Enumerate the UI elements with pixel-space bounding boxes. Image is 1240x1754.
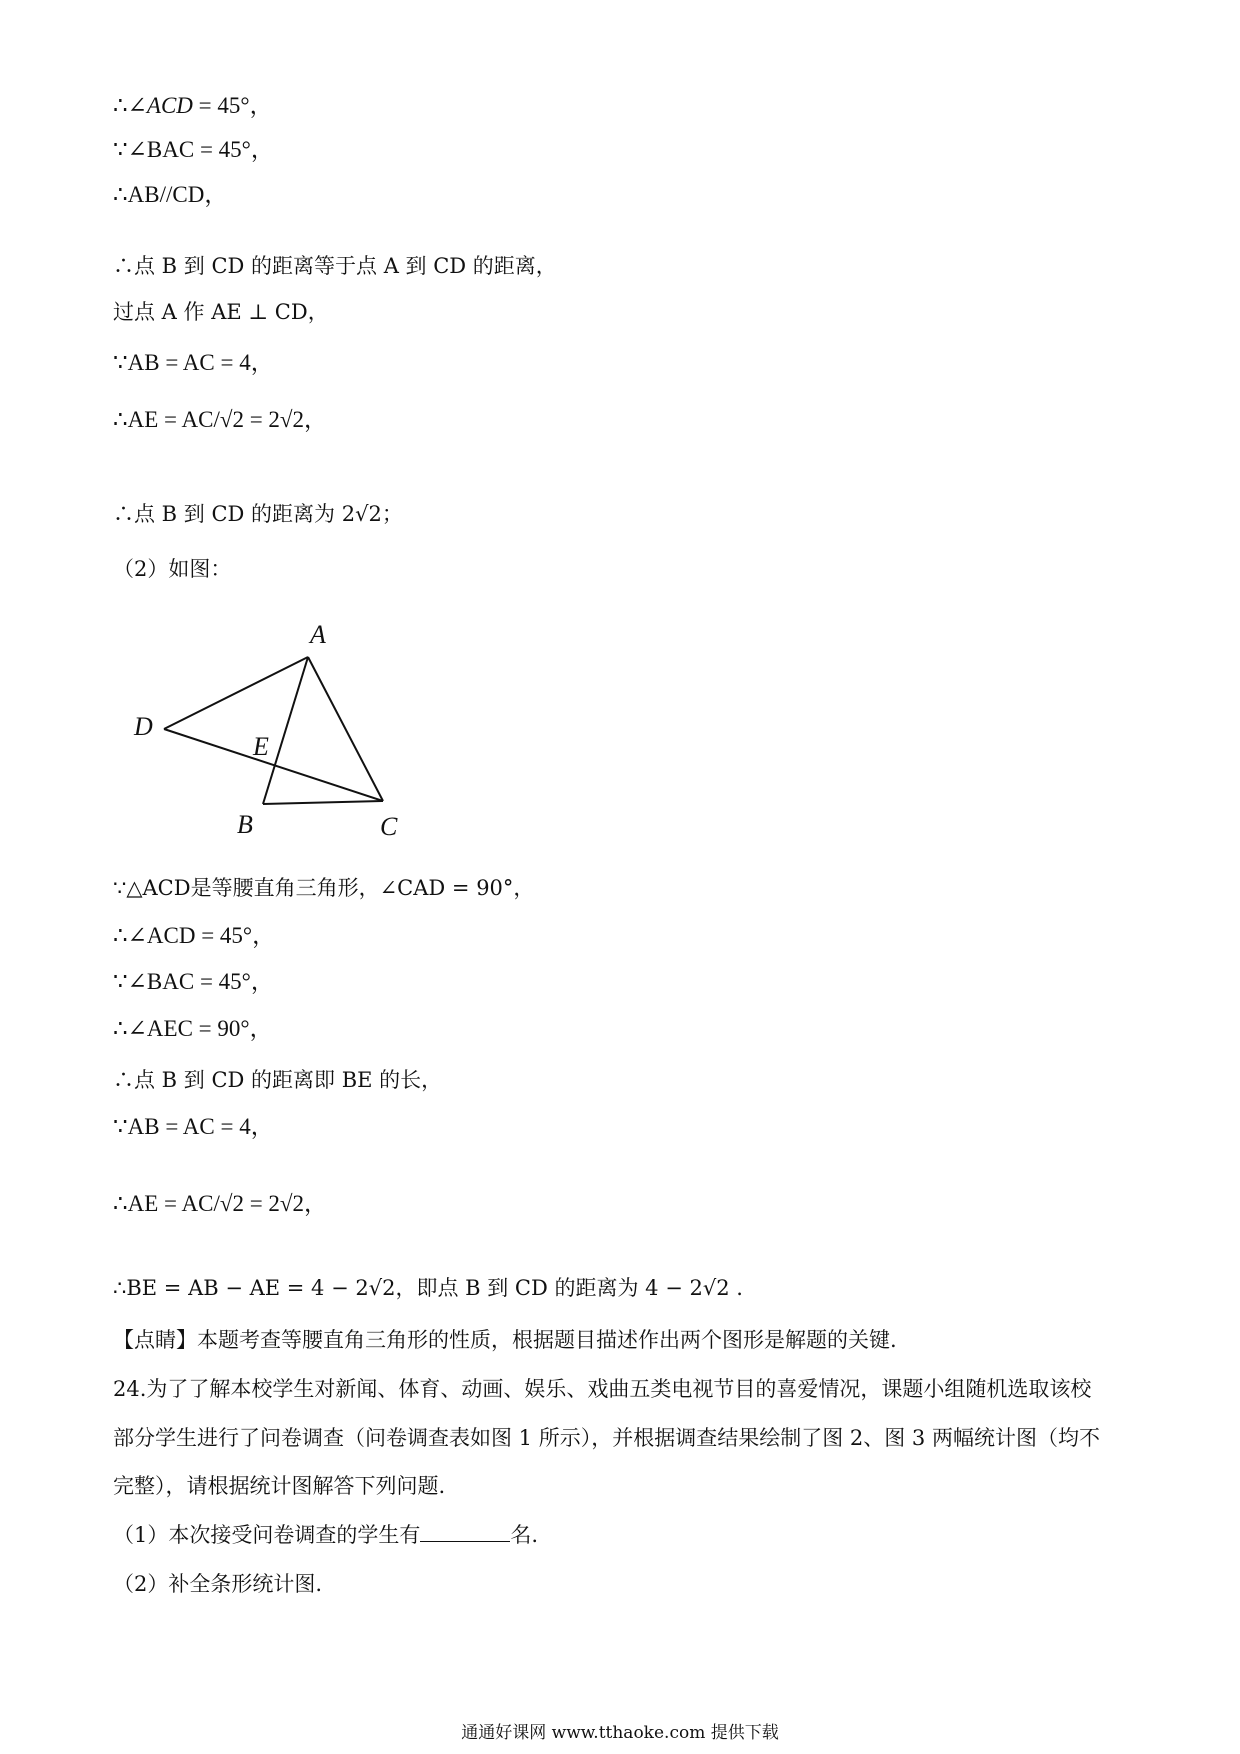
line-15 [113, 1113, 274, 1141]
text-line: ∴点 B 到 CD 的距离等于点 A 到 CD 的距离， [113, 254, 557, 278]
question-text: 24.为了了解本校学生对新闻、体育、动画、娱乐、戏曲五类电视节目的喜爱情况，课题小组随机选取该校 [113, 1377, 1092, 1401]
line-22 [113, 1521, 538, 1549]
text-line: ∴点 B 到 CD 的距离为 2√2； [113, 502, 403, 526]
line-3 [113, 181, 227, 209]
text-line: （2）如图： [113, 557, 232, 581]
text-line: ∵△ACD是等腰直角三角形，∠CAD = 90°， [113, 876, 535, 900]
line-9 [113, 555, 231, 583]
line-13 [113, 1015, 273, 1043]
line-11 [113, 922, 275, 950]
question-text: （2）补全条形统计图. [113, 1572, 323, 1596]
question-text: 部分学生进行了问卷调查（问卷调查表如图 1 所示），并根据调查结果绘制了图 2、图 3 两幅统计图（均不 [113, 1426, 1100, 1450]
question-text: 完整），请根据统计图解答下列问题. [113, 1474, 446, 1498]
math-text: ∴∠ACD = 45°， [113, 923, 276, 948]
math-text: ∵AB = AC = 4， [113, 1114, 274, 1139]
math-text: ∵∠BAC = 45°， [113, 137, 274, 162]
segment-da [164, 657, 308, 729]
remark-text: 【点睛】本题考查等腰直角三角形的性质，根据题目描述作出两个图形是解题的关键. [113, 1328, 897, 1352]
line-2 [113, 136, 274, 164]
point-label-a: A [310, 620, 326, 649]
math-text: ∵∠BAC = 45°， [113, 969, 274, 994]
segment-ab [263, 657, 308, 804]
line-16 [113, 1190, 327, 1218]
line-19 [113, 1375, 1091, 1403]
line-12 [113, 968, 274, 996]
line-20 [113, 1424, 1100, 1452]
triangle-figure [125, 615, 425, 855]
segment-bc [263, 801, 383, 804]
line-10 [113, 874, 534, 902]
text-line: 过点 A 作 AE ⊥ CD， [113, 300, 329, 324]
page-footer: 通通好课网 www.tthaoke.com 提供下载 [461, 1723, 779, 1743]
line-21 [113, 1472, 445, 1500]
line-6 [113, 349, 274, 377]
math-text: ∴AE = AC/√2 = 2√2， [113, 1191, 328, 1216]
math-text: ∴∠ACD = 45°， [113, 93, 273, 118]
question-text: 名. [510, 1523, 539, 1547]
math-text: ∴AB//CD， [113, 182, 228, 207]
text-line: ∴点 B 到 CD 的距离即 BE 的长， [113, 1068, 443, 1092]
point-label-d: D [134, 712, 153, 741]
line-5 [113, 298, 329, 326]
question-text: （1）本次接受问卷调查的学生有 [113, 1523, 421, 1547]
math-text: ∴AE = AC/√2 = 2√2， [113, 407, 328, 432]
line-8 [113, 500, 403, 528]
math-text: ∵AB = AC = 4， [113, 350, 274, 375]
line-1 [113, 92, 273, 120]
line-14 [113, 1066, 442, 1094]
text-line: ∴BE = AB − AE = 4 − 2√2，即点 B 到 CD 的距离为 4 − 2√2 . [113, 1276, 743, 1300]
line-4 [113, 252, 557, 280]
line-23 [113, 1570, 322, 1598]
point-label-e: E [253, 732, 269, 761]
point-label-c: C [380, 812, 398, 841]
point-label-b: B [237, 810, 253, 839]
answer-blank [420, 1521, 510, 1542]
line-18 [113, 1326, 897, 1354]
line-7 [113, 406, 327, 434]
line-17 [113, 1274, 743, 1302]
math-text: ∴∠AEC = 90°， [113, 1016, 273, 1041]
